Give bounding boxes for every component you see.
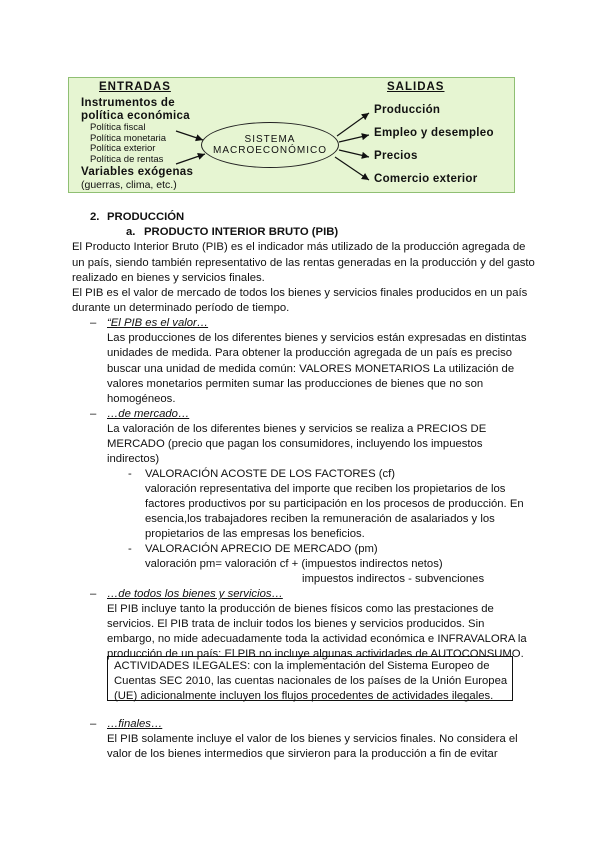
intro-line: realizado en bienes y servicios finales. bbox=[72, 272, 265, 284]
subsection-title: PRODUCTO INTERIOR BRUTO (PIB) bbox=[144, 226, 339, 238]
arrow-out-3 bbox=[339, 150, 369, 157]
arrow-out-2 bbox=[339, 135, 369, 142]
item-line: indirectos) bbox=[107, 453, 160, 465]
instrumento-item: Política monetaria bbox=[90, 132, 167, 144]
section-number: 2. bbox=[90, 211, 100, 223]
bullet-dash: – bbox=[90, 317, 97, 329]
instrumentos-title-2: política económica bbox=[81, 110, 190, 122]
instrumento-item: Política exterior bbox=[90, 143, 156, 154]
box-line: Cuentas SEC 2010, las cuentas nacionales de los países de la Unión Europea bbox=[114, 675, 508, 687]
instrumento-item: Política fiscal bbox=[90, 122, 146, 133]
salida-item: Comercio exterior bbox=[374, 173, 478, 185]
subitem-line: valoración pm= valoración cf + (impuestos indirectos netos) bbox=[145, 558, 443, 570]
intro-line: un país, siendo también representativo de las rentas generadas en la producción y del gasto bbox=[72, 257, 535, 269]
intro-line: durante un determinado período de tiempo. bbox=[72, 302, 290, 314]
bullet-dash: – bbox=[90, 408, 97, 420]
macro-system-diagram bbox=[68, 77, 515, 193]
salida-item: Empleo y desempleo bbox=[374, 127, 494, 139]
item-heading: …de todos los bienes y servicios… bbox=[107, 588, 283, 600]
system-ellipse bbox=[201, 122, 339, 168]
item-line: producción de un país: El PIB no incluye algunas actividades de AUTOCONSUMO. bbox=[107, 648, 524, 660]
system-label-1: SISTEMA bbox=[244, 134, 296, 145]
sub-bullet-dash: - bbox=[128, 543, 132, 555]
item-heading: …finales… bbox=[107, 718, 163, 730]
variables-title: Variables exógenas bbox=[81, 166, 194, 178]
item-line: embargo, no mide adecuadamente toda la actividad económica e INFRAVALORA la bbox=[107, 633, 527, 645]
subitem-title: VALORACIÓN APRECIO DE MERCADO (pm) bbox=[145, 543, 378, 555]
salida-item: Precios bbox=[374, 150, 418, 162]
arrow-out-4 bbox=[335, 157, 369, 180]
item-line: buscar una unidad de medida común: VALORES MONETARIOS La utilización de bbox=[107, 363, 515, 375]
box-line: ACTIVIDADES ILEGALES: con la implementación del Sistema Europeo de bbox=[114, 660, 490, 672]
bullet-dash: – bbox=[90, 718, 97, 730]
subitem-title: VALORACIÓN ACOSTE DE LOS FACTORES (cf) bbox=[145, 468, 396, 480]
variables-detail: (guerras, clima, etc.) bbox=[81, 179, 177, 191]
subitem-line: impuestos indirectos - subvenciones bbox=[302, 573, 485, 585]
subsection-letter: a. bbox=[126, 226, 136, 238]
variables-group bbox=[81, 166, 193, 191]
item-heading: “El PIB es el valor… bbox=[107, 317, 209, 329]
item-line: valores monetarios permiten sumar las producciones de bienes que no son bbox=[107, 378, 484, 390]
item-heading: …de mercado… bbox=[107, 408, 190, 420]
item-line: unidades de medida. Para obtener la producción agregada de un país es preciso bbox=[107, 347, 513, 359]
entradas-title: ENTRADAS bbox=[99, 81, 171, 93]
subitem-line: esencia,los trabajadores reciben la remuneración de asalariados y los bbox=[145, 513, 495, 525]
section-title: PRODUCCIÓN bbox=[107, 211, 185, 223]
salidas-title: SALIDAS bbox=[387, 81, 445, 93]
item-line: homogéneos. bbox=[107, 393, 176, 405]
instrumentos-title-1: Instrumentos de bbox=[81, 97, 175, 109]
item-line: El PIB solamente incluye el valor de los bienes y servicios finales. No considera el bbox=[107, 733, 518, 745]
subitem-line: factores productivos por su participación en los procesos de producción. En bbox=[145, 498, 524, 510]
salida-item: Producción bbox=[374, 104, 441, 116]
system-label-2: MACROECONÓMICO bbox=[213, 145, 327, 156]
intro-line: El Producto Interior Bruto (PIB) es el indicador más utilizado de la producción agregada de bbox=[72, 241, 526, 253]
item-line: La valoración de los diferentes bienes y servicios se realiza a PRECIOS DE bbox=[107, 423, 487, 435]
item-line: Las producciones de los diferentes bienes y servicios están expresadas en distintas bbox=[107, 332, 527, 344]
item-line: servicios. El PIB trata de incluir todos los bienes y servicios producidos. Sin bbox=[107, 618, 485, 630]
subitem-line: propietarios de las empresas los beneficios. bbox=[145, 528, 365, 540]
item-line: valor de los bienes intermedios que sirvieron para la producción a fin de evitar bbox=[107, 748, 498, 760]
item-line: MERCADO (precio que pagan los consumidores, incluyendo los impuestos bbox=[107, 438, 483, 450]
subitem-line: valoración representativa del importe que reciben los propietarios de los bbox=[145, 483, 506, 495]
illegal-activities-box bbox=[107, 656, 513, 701]
instrumento-item: Política de rentas bbox=[90, 153, 164, 165]
arrow-out-1 bbox=[337, 113, 369, 136]
bullet-dash: – bbox=[90, 588, 97, 600]
item-line: El PIB incluye tanto la producción de bienes físicos como las prestaciones de bbox=[107, 603, 494, 615]
instrumentos-group bbox=[81, 97, 190, 165]
sub-bullet-dash: - bbox=[128, 468, 132, 480]
intro-line: El PIB es el valor de mercado de todos los bienes y servicios finales producidos en un país bbox=[72, 287, 528, 299]
box-line: (UE) adicionalmente incluyen los flujos procedentes de actividades ilegales. bbox=[114, 690, 494, 702]
